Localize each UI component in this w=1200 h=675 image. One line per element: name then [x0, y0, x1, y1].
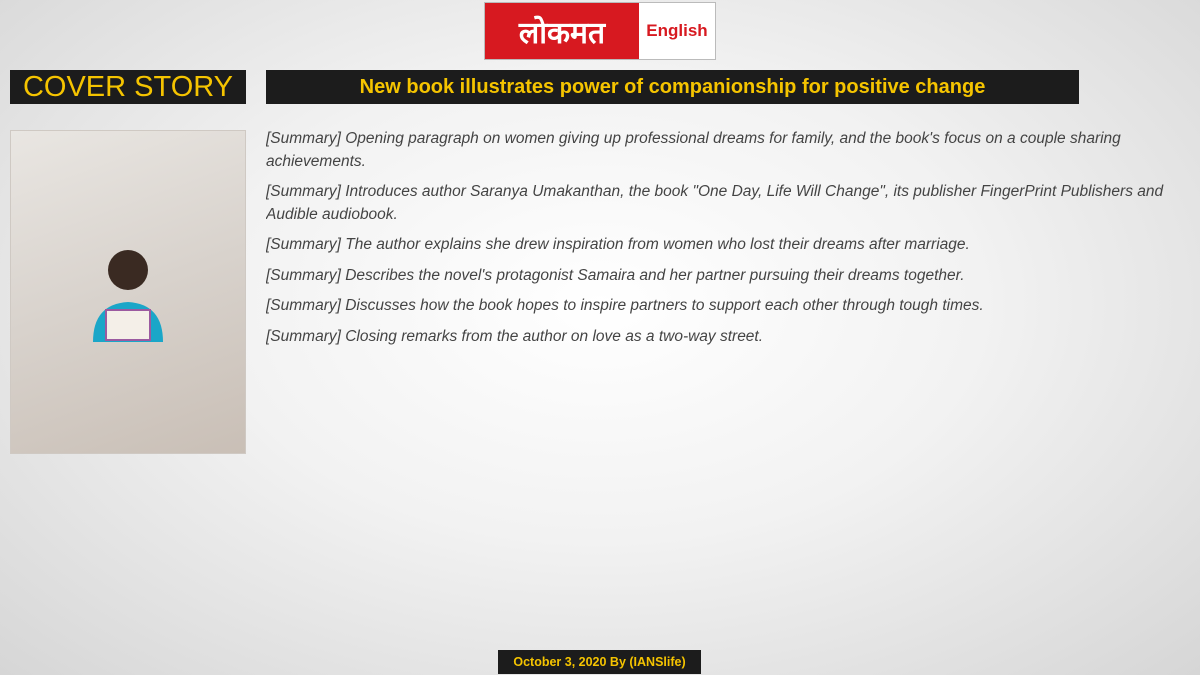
edition-label: English — [646, 21, 708, 40]
article-paragraph: [Summary] Describes the novel's protagonist Samaira and her partner pursuing their dreams together. — [266, 266, 965, 284]
headline-bar — [266, 70, 1079, 104]
masthead-logo[interactable] — [484, 2, 716, 60]
article-paragraph: [Summary] Opening paragraph on women giving up professional dreams for family, and the book's focus on a couple sharing achievements. — [266, 130, 1121, 170]
article-paragraph: [Summary] The author explains she drew inspiration from women who lost their dreams after marriage. — [266, 236, 970, 253]
headline: New book illustrates power of companionship for positive change — [359, 75, 986, 98]
article-paragraph: [Summary] Introduces author Saranya Umakanthan, the book "One Day, Life Will Change", its publisher FingerPrint Publishers and Audible audiobook. — [266, 183, 1164, 223]
article-body — [266, 128, 1176, 634]
dateline: October 3, 2020 By (IANSlife) — [498, 650, 701, 674]
article-paragraph: [Summary] Discusses how the book hopes to inspire partners to support each other through tough times. — [266, 297, 984, 314]
section-tag: COVER STORY — [10, 70, 246, 104]
brand-name: लोकमत — [485, 3, 639, 59]
author-photo — [10, 130, 246, 454]
article-paragraph: [Summary] Closing remarks from the author on love as a two-way street. — [266, 327, 764, 345]
person-reading-icon — [68, 232, 188, 352]
